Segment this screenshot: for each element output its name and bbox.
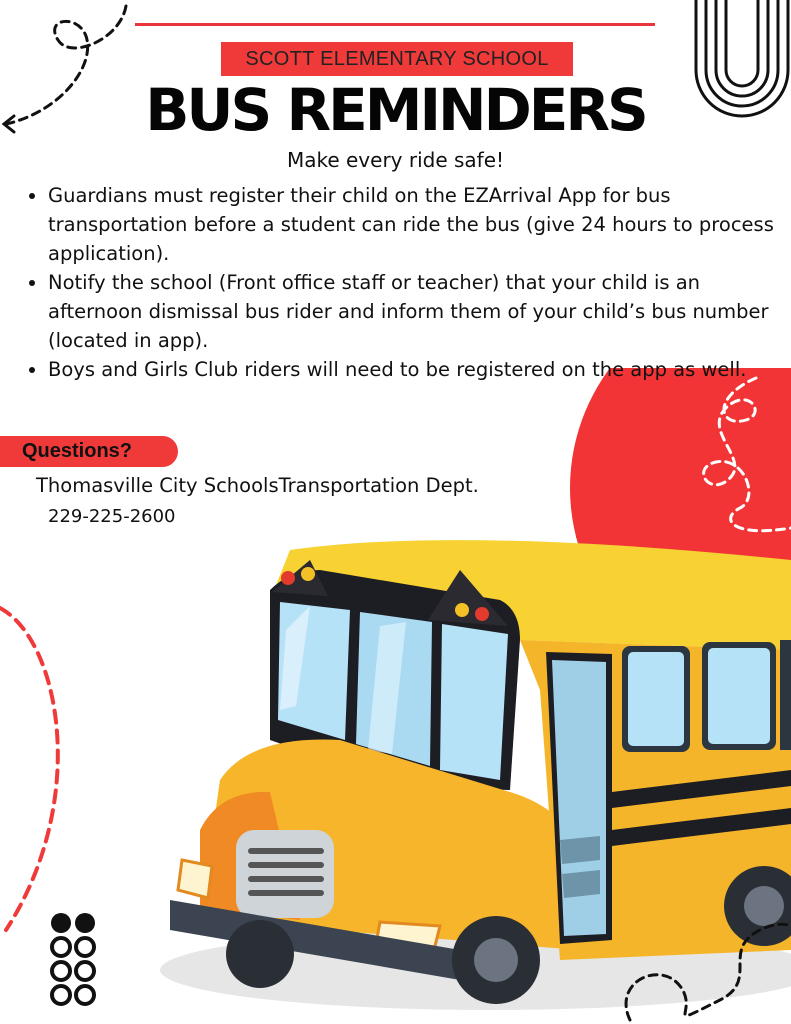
- questions-label: Questions?: [22, 440, 133, 462]
- top-rule: [135, 23, 655, 26]
- contact-department: Thomasville City SchoolsTransportation Dept.: [36, 474, 479, 497]
- school-name-badge: SCOTT ELEMENTARY SCHOOL: [221, 42, 573, 76]
- contact-phone: 229-225-2600: [48, 506, 176, 527]
- school-bus-illustration: [160, 530, 791, 1024]
- page-title: BUS REMINDERS: [145, 76, 646, 144]
- tagline: Make every ride safe!: [286, 148, 505, 172]
- reminder-item: • Boys and Girls Club riders will need to be registered on the app as well.: [48, 355, 783, 384]
- reminder-list: [28, 181, 783, 384]
- dot-grid-icon: [50, 912, 96, 1006]
- reminder-item: • Notify the school (Front office staff or teacher) that your child is an afternoon dismissal bus rider and inform them of your child’s bus number (located in app).: [48, 268, 783, 355]
- reminder-item: • Guardians must register their child on the EZArrival App for bus transportation before a student can ride the bus (give 24 hours to process application).: [48, 181, 783, 268]
- dashed-arc-decoration: [0, 600, 80, 940]
